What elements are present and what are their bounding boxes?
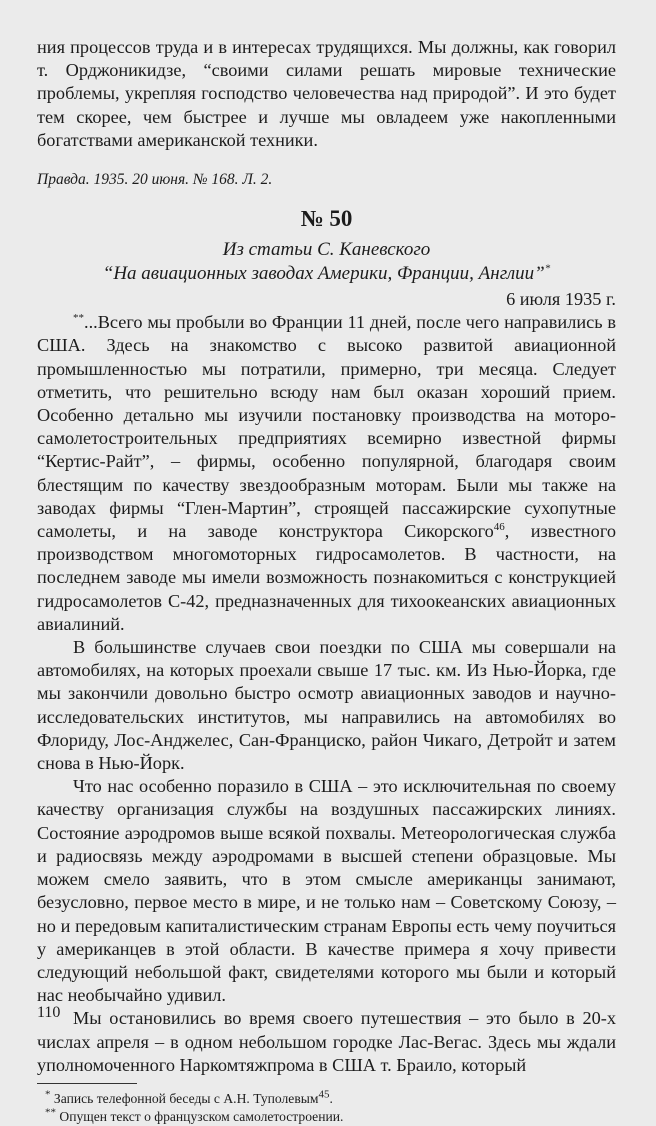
- source-citation: Правда. 1935. 20 июня. № 168. Л. 2.: [37, 171, 273, 189]
- footnote-1-mark: *: [45, 1088, 51, 1101]
- title-footnote-mark: *: [544, 262, 551, 275]
- paragraph-3: Что нас особенно поразило в США – это исключительная по своему качеству организация службы на воздушных пассажирских линиях. Состояние аэродромов выше всякой похвалы. Метеорологическая служба и радиосвязь между аэродромами в высшей степени образцовые. Мы можем смело заявить, что в этом смысле американцы занимают, безусловно, первое место в мире, и не только нам – Советскому Союзу, – но и передовым капиталистическим странам Европы есть чему поучиться у американцев в этой области. В качестве примера я хочу привести следующий небольшой факт, свидетелями которого мы были и который нас необычайно удивил.: [37, 776, 616, 1006]
- footnote-1-text: Запись телефонной беседы с А.Н. Туполевым: [50, 1090, 319, 1106]
- note-ref-46: 46: [493, 520, 505, 533]
- paragraph-1: [37, 311, 616, 636]
- footnote-1-end: .: [329, 1090, 333, 1106]
- omission-footnote-mark: **: [73, 312, 84, 325]
- document-date: 6 июля 1935 г.: [506, 289, 616, 310]
- page-number: 110: [37, 1004, 61, 1021]
- footnote-1: [37, 1090, 616, 1108]
- document-title: [37, 238, 616, 286]
- footnote-2-mark: **: [45, 1106, 56, 1119]
- paragraph-1-text-b: , известного производством многомоторных гидросамолетов. В частности, на последнем заводе мы имели возможность познакомиться с конструкцией гидросамолетов С-42, предназначенных для тихоокеанских авиационных авиалиний.: [37, 521, 616, 634]
- paragraph-2: В большинстве случаев свои поездки по США мы совершали на автомобилях, на которых проехали свыше 17 тыс. км. Из Нью-Йорка, где мы закончили довольно быстро осмотр авиационных заводов и научно-исследовательских институтов, мы направились на автомобилях во Флориду, Лос-Анджелес, Сан-Франциско, район Чикаго, Детройт и затем снова в Нью-Йорк.: [37, 637, 616, 774]
- paragraph-4: Мы остановились во время своего путешествия – это было в 20-х числах апреля – в одном небольшом городке Лас-Вегас. Здесь мы ждали уполномоченного Наркомтяжпрома в США т. Браило, который: [37, 1008, 616, 1075]
- footnote-divider: [37, 1083, 137, 1084]
- note-ref-45: 45: [318, 1088, 330, 1101]
- paragraph-1-text-a: ...Всего мы пробыли во Франции 11 дней, после чего направились в США. Здесь на знакомство с высоко развитой авиационной промышленностью мы потратили, примерно, три месяца. Следует отметить, что решительно всюду нам был оказан хороший прием. Особенно детально мы изучили постановку производства на моторо-самолетостроительных предприятиях всемирно известной фирмы “Кертис-Райт”, – фирмы, особенно популярной, благодаря своим блестящим по качеству звездообразным моторам. Были мы также на заводах фирмы “Глен-Мартин”, строящей пассажирские сухопутные самолеты, и на заводе конструктора Сикорского: [37, 312, 616, 542]
- footnote-2-text: Опущен текст о французском самолетостроении.: [56, 1108, 344, 1124]
- footnote-2: [37, 1108, 616, 1126]
- document-number: № 50: [300, 206, 353, 232]
- paragraph-continued: ния процессов труда и в интересах трудящихся. Мы должны, как говорил т. Орджоникидзе, “своими силами решать мировые технические проблемы, укрепляя господство человечества над природой”. И это будет тем скорее, чем быстрее и лучше мы овладеем уже накопленными богатствами американской техники.: [37, 37, 616, 150]
- title-line-2: “На авиационных заводах Америки, Франции, Англии”: [102, 263, 545, 285]
- title-line-1: Из статьи С. Каневского: [222, 239, 431, 261]
